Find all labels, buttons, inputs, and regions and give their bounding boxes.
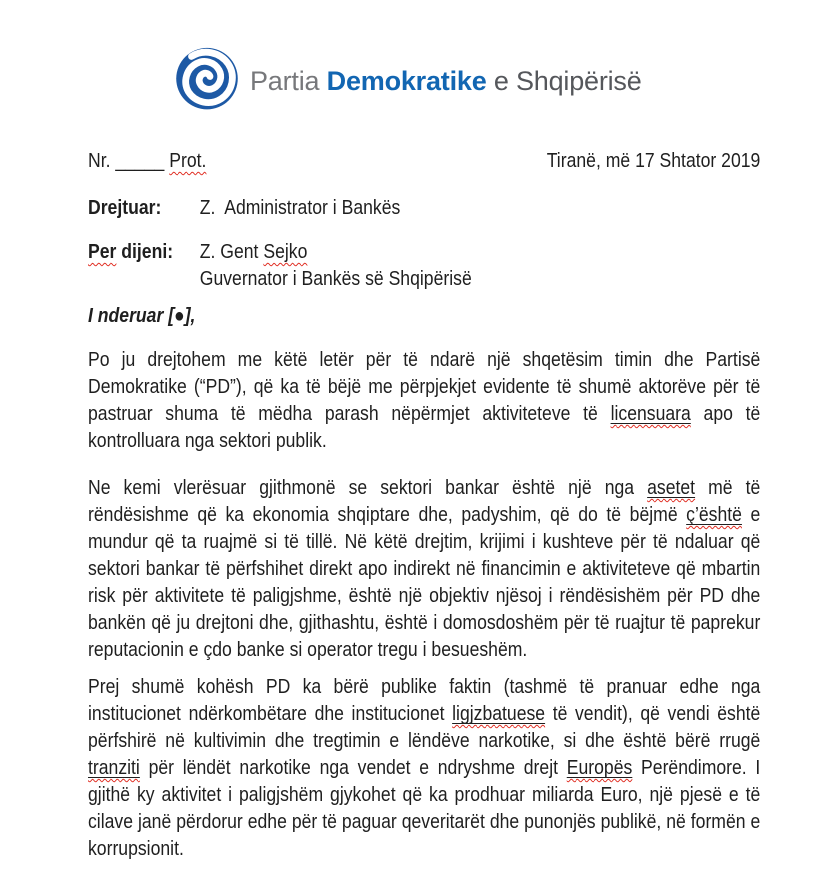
body-paragraph-2: Ne kemi vlerësuar gjithmonë se sektori bankar është një nga asetet më të rëndësishme që ka ekonomia shqiptare dhe, padyshim, që do të bëjmë ç’është e mundur që ta ruajmë si të tillë. Në këtë drejtim, krijimi i kushteve për të ndaluar që sektori bankar të përfshihet direkt apo indirekt në financimin e aktiviteteve që mbartin risk për aktivitete të paligjshme, është një objektiv njësoj i rëndësishëm për PD dhe bankën që ju drejtoni dhe, gjithashtu, është i domosdoshëm për të ruajtur të paprekur reputacionin e çdo banke si operator tregu i besueshëm. xyxy=(88,477,761,661)
recipient-value-drejtuar: Z. Administrator i Bankës xyxy=(199,197,401,219)
place-date: Tiranë, më 17 Shtator 2019 xyxy=(546,150,761,172)
party-wordmark: Partia Demokratike e Shqipërisë xyxy=(250,65,642,96)
letterhead xyxy=(175,46,642,110)
letter-body xyxy=(88,145,760,863)
recipient-label-drejtuar: Drejtuar: xyxy=(88,197,162,219)
recipient-label-per-dijeni: Per dijeni: xyxy=(88,241,174,263)
meta-row xyxy=(88,148,760,175)
recipient-value-per-dijeni xyxy=(200,239,472,293)
body-paragraph-3: Prej shumë kohësh PD ka bërë publike faktin (tashmë të pranuar edhe nga institucionet ndërkombëtare dhe institucionet ligjzbatuese të vendit), që vendi është përfshirë në kultivimin dhe tregtimin e lëndëve narkotike, si dhe është bërë rrugë tranziti për lëndët narkotike nga vendet e ndryshme drejt Europës Perëndimore. I gjithë ky aktivitet i paligjshëm gjykohet që ka prodhuar miliarda Euro, një pjesë e të cilave janë përdorur edhe për të paguar qeveritarët dhe punonjës publikë, në formën e korrupsionit. xyxy=(88,676,761,860)
pd-party-logo-icon xyxy=(175,46,239,110)
salutation: I nderuar [●], xyxy=(88,305,196,327)
recipient-row-drejtuar xyxy=(88,195,760,222)
recipient-row-per-dijeni xyxy=(88,239,760,293)
recipient-title: Guvernator i Bankës së Shqipërisë xyxy=(199,268,472,290)
logo-spiral-path xyxy=(175,46,239,110)
protocol-number-line: Nr. _____ Prot. xyxy=(88,150,207,172)
recipient-name: Z. Gent Sejko xyxy=(199,241,308,263)
body-paragraph-1: Po ju drejtohem me këtë letër për të ndarë një shqetësim timin dhe Partisë Demokratike (“PD”), që ka të bëjë me përpjekjet evidente të shumë aktorëve për të pastruar shuma të mëdha parash nëpërmjet aktiviteteve të licensuara apo të kontrolluara nga sektori publik. xyxy=(88,349,761,452)
